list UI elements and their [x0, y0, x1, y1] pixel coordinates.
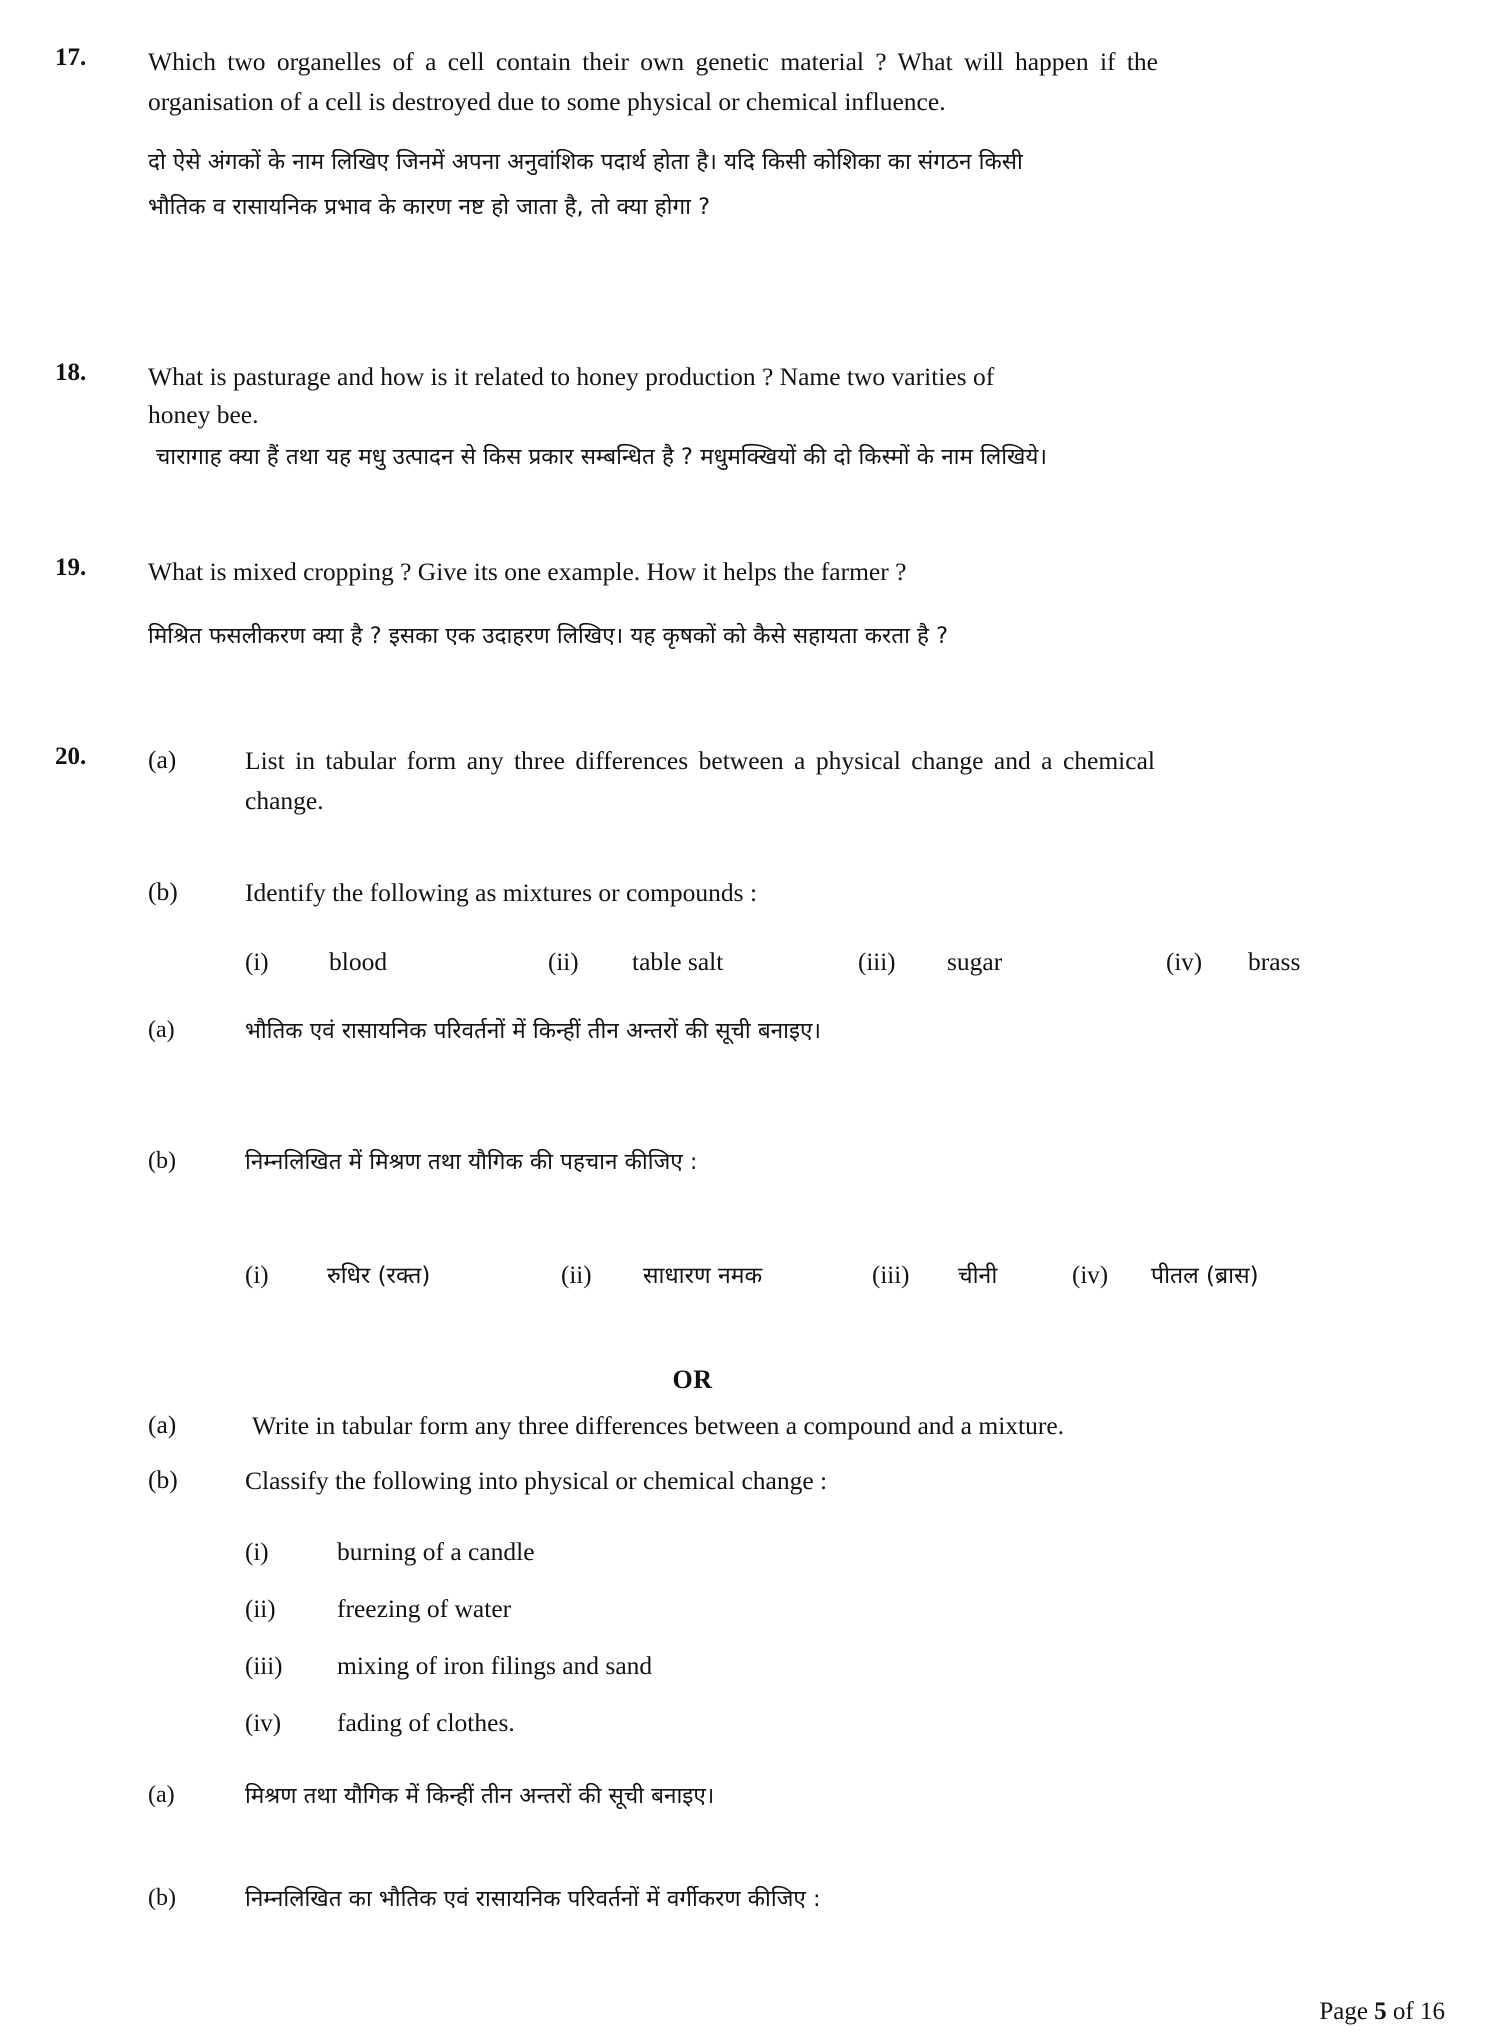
question-20-number: 20. — [55, 743, 87, 770]
alt-item-numeral-i: (i) — [245, 1539, 269, 1566]
question-20-hindi-items — [245, 1258, 1259, 1290]
english-item-value-i: blood — [329, 947, 388, 976]
alt-item-row-iv — [245, 1708, 1145, 1738]
hindi-item-numeral-iv: (iv) — [1072, 1262, 1109, 1289]
question-17-body — [148, 42, 1158, 226]
question-20-alt-part-a-english: Write in tabular form any three differences between a compound and a mixture. — [252, 1411, 1065, 1440]
page-footer-prefix: Page — [1319, 1998, 1375, 2025]
question-18-english-line-2: honey bee. — [148, 399, 259, 429]
hindi-item-numeral-iii: (iii) — [872, 1262, 910, 1289]
english-item-numeral-ii: (ii) — [548, 949, 579, 976]
question-20-alt-part-a-wrap — [252, 1406, 1162, 1446]
question-20-part-a-hindi-wrap — [245, 1012, 1155, 1051]
page-footer-current: 5 — [1374, 1998, 1387, 2025]
english-item-numeral-i: (i) — [245, 949, 269, 976]
page-footer-middle: of — [1386, 1998, 1420, 2025]
question-20-alt-part-a-label: (a) — [148, 1410, 177, 1439]
or-label: OR — [672, 1365, 713, 1394]
question-20-part-a-text-wrap — [245, 741, 1155, 820]
english-item-value-ii: table salt — [632, 947, 724, 976]
question-20-alt-part-b-wrap — [245, 1461, 1155, 1501]
english-item-value-iv: brass — [1248, 947, 1301, 976]
hindi-item-numeral-i: (i) — [245, 1262, 269, 1289]
page-footer — [1319, 1998, 1445, 2026]
page-footer-total: 16 — [1420, 1998, 1445, 2025]
alt-item-value-ii: freezing of water — [337, 1594, 512, 1623]
alt-item-numeral-iii: (iii) — [245, 1653, 283, 1680]
question-20-part-a-hindi-text: भौतिक एवं रासायनिक परिवर्तनों में किन्हीं तीन अन्तरों की सूची बनाइए। — [245, 1018, 822, 1044]
english-item-numeral-iii: (iii) — [858, 949, 896, 976]
alt-item-numeral-iv: (iv) — [245, 1710, 282, 1737]
alt-item-row-i — [245, 1537, 1145, 1567]
question-20-part-b-english: Identify the following as mixtures or compounds : — [245, 878, 758, 907]
english-item-value-iii: sugar — [947, 947, 1003, 976]
or-separator — [0, 1365, 1505, 1395]
alt-item-row-iii — [245, 1651, 1145, 1681]
question-20-alt-part-b-english: Classify the following into physical or chemical change : — [245, 1466, 828, 1495]
question-20-part-b-hindi-text: निम्नलिखित में मिश्रण तथा यौगिक की पहचान कीजिए : — [245, 1149, 698, 1175]
question-18-body — [148, 357, 1158, 477]
question-18-number: 18. — [55, 359, 87, 386]
question-20-alt-part-b-hindi-text: निम्नलिखित का भौतिक एवं रासायनिक परिवर्तनों में वर्गीकरण कीजिए : — [245, 1886, 821, 1912]
question-20-alt-part-a-hindi-text: मिश्रण तथा यौगिक में किन्हीं तीन अन्तरों की सूची बनाइए। — [245, 1783, 715, 1809]
question-17-hindi-line-1: दो ऐसे अंगकों के नाम लिखिए जिनमें अपना अनुवांशिक पदार्थ होता है। यदि किसी कोशिका का संगठन किसी — [148, 149, 1023, 176]
hindi-item-value-ii: साधारण नमक — [643, 1263, 763, 1289]
question-19-number: 19. — [55, 554, 87, 581]
alt-item-row-ii — [245, 1594, 1145, 1624]
question-18-english-line-1: What is pasturage and how is it related to honey production ? Name two varities of — [148, 362, 995, 391]
question-20-part-b-label: (b) — [148, 877, 178, 906]
question-20-part-a-hindi-label: (a) — [148, 1017, 175, 1043]
question-17-number: 17. — [55, 44, 87, 71]
question-19-english: What is mixed cropping ? Give its one example. How it helps the farmer ? — [148, 557, 907, 586]
english-item-numeral-iv: (iv) — [1166, 949, 1203, 976]
question-17-hindi-line-2: भौतिक व रासायनिक प्रभाव के कारण नष्ट हो जाता है, तो क्या होगा ? — [148, 193, 711, 220]
question-20-alt-part-b-hindi-wrap — [245, 1880, 1155, 1919]
question-20-part-b-hindi-wrap — [245, 1143, 1155, 1182]
question-20-alt-part-a-hindi-label: (a) — [148, 1782, 175, 1808]
question-20-alt-part-a-hindi-wrap — [245, 1777, 1155, 1816]
alt-item-value-i: burning of a candle — [337, 1537, 535, 1566]
alt-item-value-iv: fading of clothes. — [337, 1708, 515, 1737]
question-20-part-b-text-wrap — [245, 873, 1155, 913]
question-20-alt-part-b-label: (b) — [148, 1465, 178, 1494]
question-20-part-a-label: (a) — [148, 745, 177, 774]
question-19-hindi: मिश्रित फसलीकरण क्या है ? इसका एक उदाहरण लिखिए। यह कृषकों को कैसे सहायता करता है ? — [148, 622, 949, 649]
hindi-item-value-iii: चीनी — [958, 1263, 998, 1289]
question-20-part-a-english: List in tabular form any three differences between a physical change and a chemical change. — [245, 746, 1155, 815]
question-18-hindi: चारागाह क्या हैं तथा यह मधु उत्पादन से किस प्रकार सम्बन्धित है ? मधुमक्खियों की दो किस्मों के नाम लिखिये। — [156, 444, 1048, 471]
alt-item-numeral-ii: (ii) — [245, 1596, 276, 1623]
question-20-english-items — [245, 947, 1301, 977]
hindi-item-value-i: रुधिर (रक्त) — [327, 1263, 431, 1289]
hindi-item-numeral-ii: (ii) — [561, 1262, 592, 1289]
question-20-alt-part-b-hindi-label: (b) — [148, 1885, 176, 1911]
question-20-part-b-hindi-label: (b) — [148, 1148, 176, 1174]
hindi-item-value-iv: पीतल (ब्रास) — [1151, 1263, 1259, 1289]
question-19-body — [148, 552, 1158, 655]
question-17-english: Which two organelles of a cell contain their own genetic material ? What will happen if the organisation of a cell is destroyed due to some physical or chemical influence. — [148, 47, 1158, 116]
alt-item-value-iii: mixing of iron filings and sand — [337, 1651, 653, 1680]
